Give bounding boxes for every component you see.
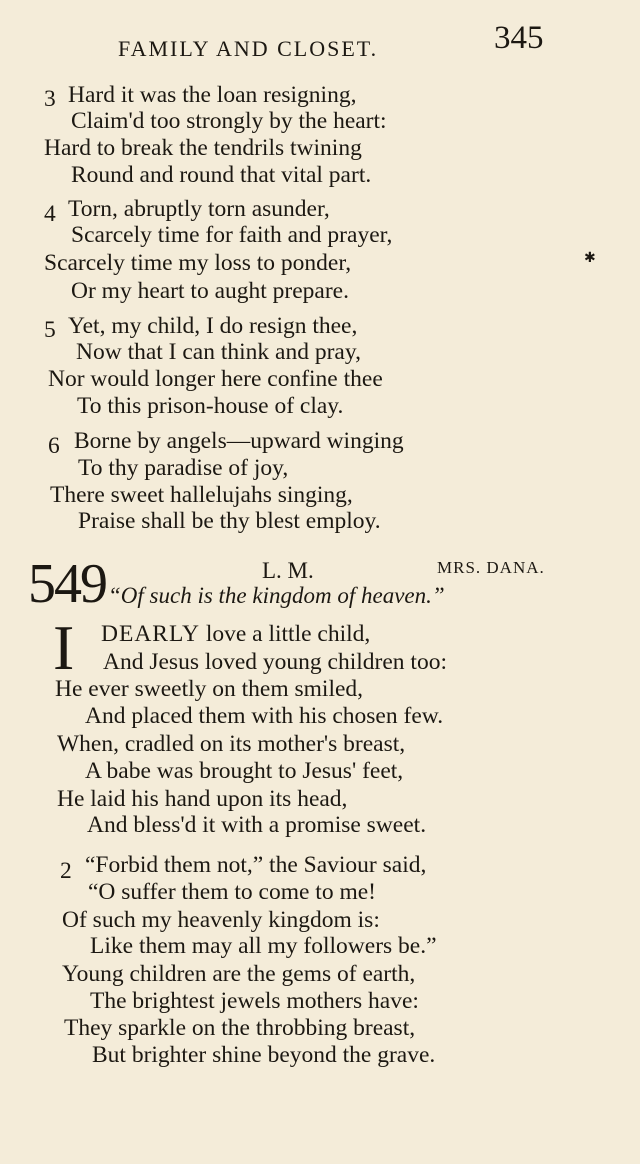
hymn-meter: L. M. — [262, 558, 314, 583]
stanza-number: 2 — [60, 858, 72, 884]
verse-line: Scarcely time for faith and prayer, — [71, 222, 393, 248]
verse-line: But brighter shine beyond the grave. — [92, 1042, 436, 1068]
verse-line: Yet, my child, I do resign thee, — [68, 313, 358, 339]
verse-line: Claim'd too strongly by the heart: — [71, 108, 387, 134]
verse-line: Nor would longer here confine thee — [48, 366, 383, 392]
verse-line: Young children are the gems of earth, — [62, 961, 416, 987]
verse-line: To this prison-house of clay. — [77, 393, 344, 419]
stanza-number: 6 — [48, 433, 60, 459]
first-line — [101, 621, 370, 648]
stanza-number: 4 — [44, 201, 56, 227]
ink-speck: ✱ — [584, 250, 596, 266]
verse-line: He ever sweetly on them smiled, — [55, 676, 364, 702]
hymn-author: MRS. DANA. — [437, 558, 545, 577]
hymn-number: 549 — [28, 553, 106, 615]
verse-line: And Jesus loved young children too: — [103, 649, 447, 675]
verse-line: They sparkle on the throbbing breast, — [64, 1015, 416, 1041]
verse-line: Borne by angels—upward winging — [74, 428, 404, 454]
drop-cap: I — [53, 612, 75, 683]
verse-line: He laid his hand upon its head, — [57, 786, 348, 812]
verse-line: Like them may all my followers be.” — [90, 933, 437, 959]
page-number: 345 — [494, 20, 544, 56]
verse-line: Of such my heavenly kingdom is: — [62, 907, 380, 933]
verse-line: And placed them with his chosen few. — [85, 703, 444, 729]
verse-line: Hard to break the tendrils twining — [44, 135, 362, 161]
verse-line: Or my heart to aught prepare. — [71, 278, 349, 304]
verse-line: And bless'd it with a promise sweet. — [87, 812, 427, 838]
first-line-caps: DEARLY — [101, 621, 200, 647]
verse-line: To thy paradise of joy, — [78, 455, 289, 481]
hymn-title: “Of such is the kingdom of heaven.” — [108, 583, 445, 608]
verse-line: When, cradled on its mother's breast, — [57, 731, 406, 757]
running-title: FAMILY AND CLOSET. — [118, 36, 379, 61]
stanza-number: 3 — [44, 86, 56, 112]
verse-line: Torn, abruptly torn asunder, — [68, 196, 330, 222]
verse-line: There sweet hallelujahs singing, — [50, 482, 353, 508]
verse-line: A babe was brought to Jesus' feet, — [85, 758, 404, 784]
verse-line: Now that I can think and pray, — [76, 339, 361, 365]
verse-line: “O suffer them to come to me! — [88, 879, 377, 905]
verse-line: Hard it was the loan resigning, — [68, 82, 357, 108]
stanza-number: 5 — [44, 317, 56, 343]
verse-line: The brightest jewels mothers have: — [90, 988, 419, 1014]
verse-line: “Forbid them not,” the Saviour said, — [85, 852, 427, 878]
first-line-tail: love a little child, — [199, 621, 371, 647]
verse-line: Praise shall be thy blest employ. — [78, 508, 381, 534]
verse-line: Scarcely time my loss to ponder, — [44, 250, 352, 276]
verse-line: Round and round that vital part. — [71, 162, 372, 188]
